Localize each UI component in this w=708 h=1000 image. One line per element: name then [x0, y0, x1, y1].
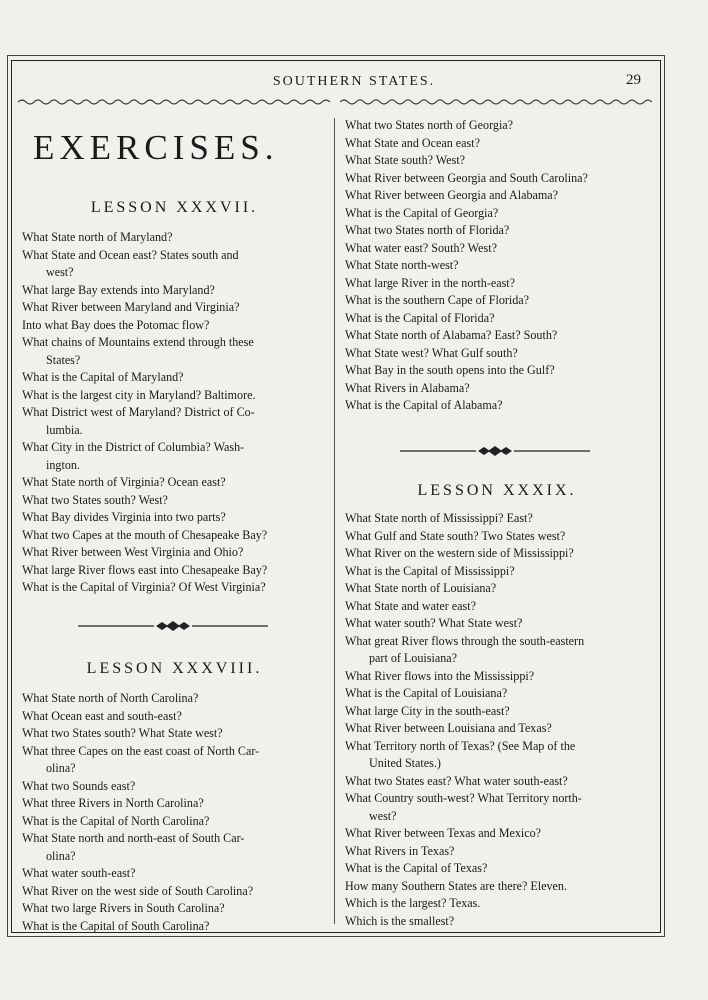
question-line: What Territory north of Texas? (See Map of the [345, 738, 576, 753]
wavy-rule-left [18, 97, 332, 107]
question-line: What State north of Virginia? Ocean east? [22, 475, 226, 489]
lesson-37-questions [22, 229, 327, 597]
question-line: What River between Maryland and Virginia? [22, 300, 240, 314]
question-line: What Rivers in Texas? [345, 843, 455, 858]
question-line: What State north of Louisiana? [345, 581, 497, 595]
question-line: What is the Capital of Texas? [345, 861, 488, 875]
question-line: What large River in the north-east? [345, 275, 516, 290]
question-line: What River between Texas and Mexico? [345, 826, 542, 840]
question-line: What is the Capital of South Carolina? [22, 918, 210, 933]
ornamental-rule [78, 621, 268, 631]
lesson-39-questions [345, 510, 649, 930]
question-line: What is the largest city in Maryland? Baltimore. [22, 387, 256, 402]
question-line: What River on the western side of Mississippi? [345, 546, 574, 560]
question-line: olina? [46, 848, 76, 863]
question-line: What two Sounds east? [22, 778, 136, 793]
question-line: What State north and north-east of South Car- [22, 831, 245, 845]
question-line: What River between Georgia and Alabama? [345, 188, 559, 202]
question-line: What is the Capital of Georgia? [345, 205, 499, 220]
question-line: What River between Louisiana and Texas? [345, 721, 552, 735]
question-line: What Gulf and State south? Two States west? [345, 528, 566, 543]
question-line: What River between West Virginia and Ohio? [22, 545, 244, 559]
page-number: 29 [626, 72, 641, 88]
question-line: What Ocean east and south-east? [22, 708, 182, 723]
question-line: Into what Bay does the Potomac flow? [22, 317, 210, 332]
question-line: What District west of Maryland? District of Co- [22, 405, 255, 419]
question-line: What two large Rivers in South Carolina? [22, 901, 225, 915]
question-line: What State and Ocean east? States south and [22, 247, 239, 262]
wavy-rule-right [340, 97, 652, 107]
question-line: What State and Ocean east? [345, 135, 480, 150]
lesson-39-title: LESSON XXXIX. [417, 482, 577, 499]
question-line: What Country south-west? What Territory north- [345, 791, 582, 805]
question-line: Which is the largest? Texas. [345, 896, 481, 910]
question-line: What is the Capital of Virginia? Of West Virginia? [22, 580, 266, 594]
exercises-title: EXERCISES. [33, 128, 279, 167]
question-line: Which is the smallest? [345, 913, 455, 928]
question-line: What is the Capital of Florida? [345, 310, 495, 325]
question-line: What is the Capital of Mississippi? [345, 563, 515, 578]
column-rule [334, 118, 335, 924]
question-line: States? [46, 352, 81, 367]
question-line: What Bay divides Virginia into two parts? [22, 510, 226, 524]
question-line: United States.) [369, 756, 441, 770]
question-line: What large City in the south-east? [345, 703, 510, 718]
question-line: What two Capes at the mouth of Chesapeake Bay? [22, 527, 268, 542]
question-line: What State north of Mississippi? East? [345, 511, 533, 525]
question-line: west? [369, 808, 397, 823]
question-line: What is the Capital of North Carolina? [22, 813, 210, 828]
question-line: What City in the District of Columbia? Wash- [22, 440, 245, 454]
question-line: What is the Capital of Maryland? [22, 370, 184, 384]
question-line: What State north-west? [345, 258, 459, 272]
running-head: SOUTHERN STATES. [272, 74, 436, 89]
question-line: What three Capes on the east coast of North Car- [22, 743, 260, 758]
question-line: What State west? What Gulf south? [345, 345, 518, 360]
question-line: What is the Capital of Louisiana? [345, 686, 508, 700]
question-line: What large River flows east into Chesapeake Bay? [22, 562, 268, 577]
question-line: What water south-east? [22, 866, 136, 880]
question-line: What two States south? West? [22, 492, 168, 507]
ornamental-rule [400, 446, 590, 456]
question-line: What River flows into the Mississippi? [345, 668, 535, 683]
question-line: What Bay in the south opens into the Gulf? [345, 363, 555, 377]
question-line: What chains of Mountains extend through these [22, 335, 254, 349]
question-line: What State and water east? [345, 598, 476, 613]
question-line: west? [46, 265, 74, 279]
lesson-38-title: LESSON XXXVIII. [86, 660, 263, 677]
question-line: What two States east? What water south-east? [345, 773, 568, 788]
question-line: What State north of Maryland? [22, 230, 173, 244]
question-line: part of Louisiana? [369, 651, 457, 665]
question-line: How many Southern States are there? Eleven. [345, 878, 567, 893]
question-line: What two States south? What State west? [22, 726, 223, 740]
question-line: What is the southern Cape of Florida? [345, 293, 530, 307]
question-line: What three Rivers in North Carolina? [22, 796, 204, 810]
question-line: What River on the west side of South Carolina? [22, 883, 254, 898]
question-line: What State south? West? [345, 153, 466, 167]
lesson-38-continued-questions [345, 117, 649, 415]
question-line: olina? [46, 761, 76, 775]
question-line: What large Bay extends into Maryland? [22, 282, 215, 297]
question-line: What State north of Alabama? East? South? [345, 328, 558, 342]
question-line: What Rivers in Alabama? [345, 380, 470, 395]
question-line: What is the Capital of Alabama? [345, 398, 503, 412]
lesson-38-questions [22, 690, 327, 935]
question-line: What River between Georgia and South Carolina? [345, 170, 588, 185]
question-line: lumbia. [46, 422, 83, 437]
question-line: What water south? What State west? [345, 616, 523, 630]
question-line: ington. [46, 457, 80, 472]
question-line: What two States north of Georgia? [345, 118, 514, 132]
question-line: What two States north of Florida? [345, 223, 510, 237]
lesson-37-title: LESSON XXXVII. [90, 199, 259, 216]
question-line: What State north of North Carolina? [22, 691, 199, 705]
question-line: What great River flows through the south-eastern [345, 633, 585, 648]
question-line: What water east? South? West? [345, 240, 497, 255]
